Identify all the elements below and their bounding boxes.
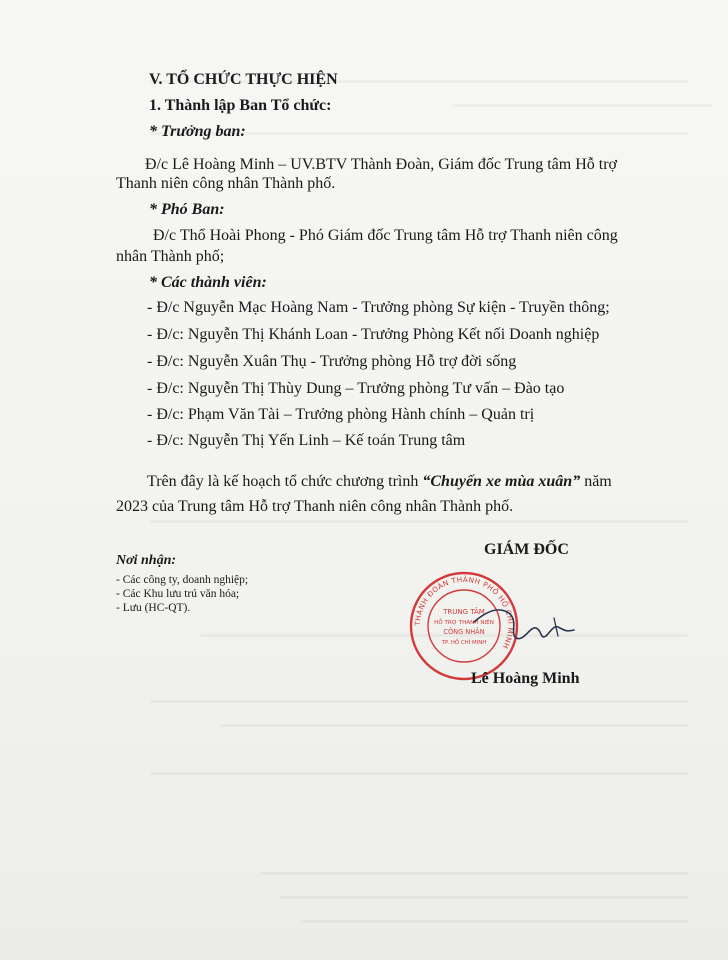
recipient-item: - Các Khu lưu trú văn hóa; [116, 588, 240, 600]
member-item: - Đ/c: Phạm Văn Tài – Trưởng phòng Hành chính – Quản trị [147, 406, 535, 423]
closing-line-2: 2023 của Trung tâm Hỗ trợ Thanh niên công nhân Thành phố. [116, 498, 514, 515]
recipient-item: - Các công ty, doanh nghiệp; [116, 574, 249, 586]
truong-ban-heading: * Trưởng ban: [149, 123, 246, 140]
closing-pre: Trên đây là kế hoạch tổ chức chương trình [147, 473, 423, 490]
seal-ring-text: THÀNH ĐOÀN THÀNH PHỐ HỒ CHÍ MINH [412, 574, 516, 651]
member-item: - Đ/c: Nguyễn Xuân Thụ - Trưởng phòng Hỗ trợ đời sống [147, 353, 517, 370]
member-item: - Đ/c: Nguyễn Thị Yến Linh – Kế toán Trung tâm [147, 432, 466, 449]
seal-line: CÔNG NHÂN [443, 628, 485, 636]
closing-line-1 [147, 472, 612, 492]
seal-line: TRUNG TÂM [443, 608, 485, 616]
signer-name: Lê Hoàng Minh [471, 670, 580, 687]
handwritten-signature [470, 600, 580, 650]
member-item: - Đ/c: Nguyễn Thị Khánh Loan - Trưởng Phòng Kết nối Doanh nghiệp [147, 326, 600, 343]
pho-ban-line-2: nhân Thành phố; [116, 248, 225, 265]
seal-line: TP. HỒ CHÍ MINH [441, 640, 487, 646]
recipients-heading: Nơi nhận: [116, 553, 177, 568]
member-item: - Đ/c: Nguyễn Thị Thùy Dung – Trưởng phòng Tư vấn – Đào tạo [147, 380, 565, 397]
member-item: - Đ/c Nguyễn Mạc Hoàng Nam - Trưởng phòng Sự kiện - Truyền thông; [147, 299, 610, 316]
subsection-title: 1. Thành lập Ban Tổ chức: [149, 97, 332, 114]
program-name: “Chuyến xe mùa xuân” [422, 473, 581, 490]
members-heading: * Các thành viên: [149, 274, 267, 291]
closing-post: năm [580, 473, 612, 490]
recipient-item: - Lưu (HC-QT). [116, 602, 191, 614]
pho-ban-heading: * Phó Ban: [149, 201, 225, 218]
signer-title: GIÁM ĐỐC [484, 541, 569, 558]
pho-ban-line-1: Đ/c Thổ Hoài Phong - Phó Giám đốc Trung tâm Hỗ trợ Thanh niên công [153, 227, 618, 244]
truong-ban-line-2: Thanh niên công nhân Thành phố. [116, 175, 336, 192]
truong-ban-line-1: Đ/c Lê Hoàng Minh – UV.BTV Thành Đoàn, Giám đốc Trung tâm Hỗ trợ [145, 156, 617, 173]
seal-line: HỖ TRỢ THANH NIÊN [434, 620, 494, 626]
section-title: V. TỔ CHỨC THỰC HIỆN [149, 71, 338, 88]
